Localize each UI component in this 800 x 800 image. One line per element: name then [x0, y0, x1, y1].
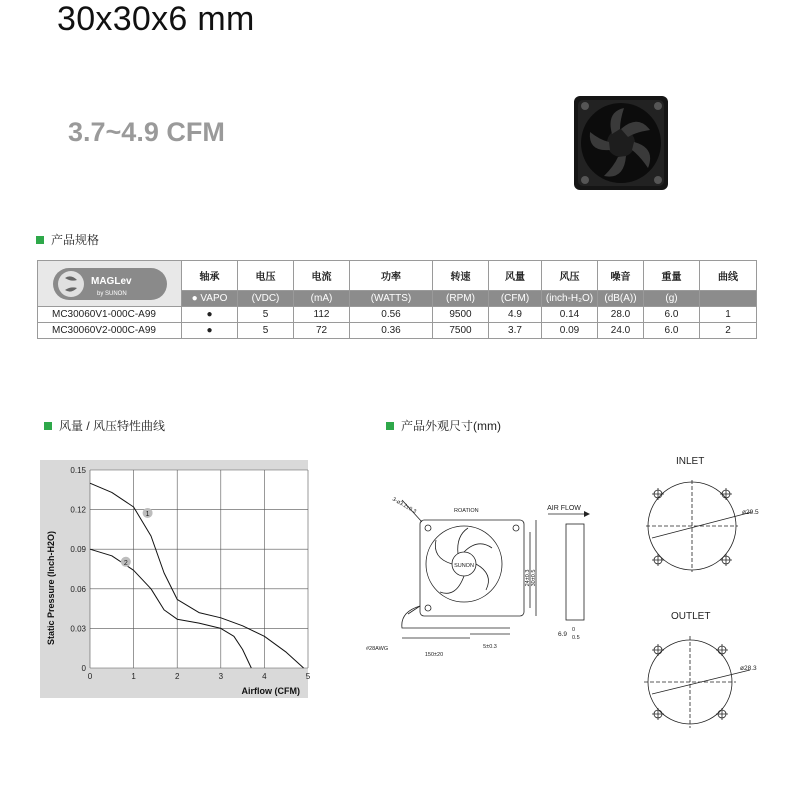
fan-blades	[435, 528, 492, 593]
curve-cell: 2	[700, 323, 757, 339]
curve-section-heading: 风量 / 风压特性曲线	[44, 417, 165, 434]
y-axis-label: Static Pressure (Inch-H2O)	[46, 530, 56, 646]
x-tick-label: 1	[131, 672, 136, 681]
bearing-cell: ●	[182, 323, 238, 339]
weight-cell: 6.0	[644, 323, 700, 339]
inlet-diameter: ø29.5	[742, 509, 759, 516]
x-tick-label: 0	[87, 672, 93, 681]
unit-current: (mA)	[294, 291, 350, 307]
thickness-tol-bottom: 0.5	[572, 635, 580, 641]
outer-dim-label: 30±0.5	[531, 569, 537, 587]
product-title: 30x30x6 mm	[57, 0, 255, 38]
x-tick-label: 3	[218, 672, 224, 681]
brand-label: SUNON	[454, 563, 474, 569]
thickness-tol-top: 0	[572, 627, 576, 633]
col-airflow: 风量	[489, 261, 542, 291]
lead-length-label: 150±20	[424, 652, 444, 658]
col-voltage: 电压	[238, 261, 294, 291]
logo-sub: by SUNON	[96, 290, 127, 297]
col-curve: 曲线	[700, 261, 757, 291]
col-power: 功率	[350, 261, 433, 291]
x-tick-label: 4	[262, 672, 267, 681]
pressure-cell: 0.14	[542, 307, 598, 323]
inlet-hole-pattern	[632, 474, 762, 590]
col-weight: 重量	[644, 261, 700, 291]
rpm-cell: 7500	[433, 323, 489, 339]
outlet-diameter: ø28.3	[740, 665, 757, 672]
airflow-range: 3.7~4.9 CFM	[68, 117, 225, 147]
unit-noise: (dB(A))	[598, 291, 644, 307]
rpm-cell: 9500	[433, 307, 489, 323]
inner-dim-label: 24±0.3	[525, 569, 531, 587]
col-bearing: 轴承	[182, 261, 238, 291]
curve-cell: 1	[700, 307, 757, 323]
maglev-logo-cell	[38, 261, 182, 307]
col-pressure: 风压	[542, 261, 598, 291]
rotation-label: ROATION	[454, 508, 479, 514]
fan-product-image	[568, 92, 676, 196]
bullet-square-icon	[36, 236, 44, 244]
power-cell: 0.56	[350, 307, 433, 323]
unit-curve	[700, 291, 757, 307]
x-axis-label: Airflow (CFM)	[241, 686, 300, 696]
model-cell: MC30060V2-000C-A99	[38, 323, 182, 339]
unit-voltage: (VDC)	[238, 291, 294, 307]
strip-length-label: 5±0.3	[483, 644, 497, 650]
weight-cell: 6.0	[644, 307, 700, 323]
maglev-logo	[51, 264, 169, 304]
pressure-cell: 0.09	[542, 323, 598, 339]
outlet-hole-pattern	[632, 630, 762, 740]
x-tick-label: 5	[305, 672, 311, 681]
unit-speed: (RPM)	[433, 291, 489, 307]
cfm-cell: 4.9	[489, 307, 542, 323]
current-cell: 112	[294, 307, 350, 323]
wire-gauge-label: #28AWG	[366, 646, 389, 652]
unit-airflow: (CFM)	[489, 291, 542, 307]
x-tick-label: 2	[174, 672, 180, 681]
unit-pressure: (inch-H₂O)	[542, 291, 598, 307]
power-cell: 0.36	[350, 323, 433, 339]
noise-cell: 28.0	[598, 307, 644, 323]
y-tick-label: 0.03	[70, 624, 86, 634]
y-tick-label: 0	[81, 664, 86, 673]
model-cell: MC30060V1-000C-A99	[38, 307, 182, 323]
series-label-1: 1	[145, 510, 150, 518]
airflow-label: AIR FLOW	[547, 505, 581, 512]
bullet-square-icon	[386, 422, 394, 430]
inlet-label: INLET	[676, 456, 705, 467]
side-profile-drawing	[540, 498, 600, 648]
y-tick-label: 0.06	[70, 584, 86, 594]
bearing-cell: ●	[182, 307, 238, 323]
wire-lead	[402, 606, 510, 628]
current-cell: 72	[294, 323, 350, 339]
logo-brand: MAGLev	[90, 275, 132, 287]
col-noise: 噪音	[598, 261, 644, 291]
voltage-cell: 5	[238, 323, 294, 339]
unit-bearing: ● VAPO	[182, 291, 238, 307]
airflow-arrow-icon	[584, 511, 590, 517]
y-tick-label: 0.09	[70, 545, 86, 555]
unit-weight: (g)	[644, 291, 700, 307]
series-label-2: 2	[123, 559, 128, 567]
cfm-cell: 3.7	[489, 323, 542, 339]
bullet-square-icon	[44, 422, 52, 430]
thickness-label: 6.9	[558, 631, 568, 638]
fan-side-outline	[566, 524, 584, 620]
table-row	[38, 307, 757, 323]
table-row	[38, 323, 757, 339]
unit-power: (WATTS)	[350, 291, 433, 307]
holes-label: 3-ø3.2±0.3	[391, 496, 418, 516]
col-current: 电流	[294, 261, 350, 291]
noise-cell: 24.0	[598, 323, 644, 339]
y-tick-label: 0.15	[70, 466, 86, 475]
col-speed: 转速	[433, 261, 489, 291]
voltage-cell: 5	[238, 307, 294, 323]
pq-curve-chart	[30, 440, 330, 702]
spec-section-heading: 产品规格	[36, 231, 99, 248]
outlet-label: OUTLET	[671, 611, 711, 622]
spec-table	[37, 260, 757, 339]
dims-section-heading: 产品外观尺寸(mm)	[386, 417, 501, 434]
y-tick-label: 0.12	[70, 505, 86, 515]
dimension-drawing	[360, 488, 540, 663]
